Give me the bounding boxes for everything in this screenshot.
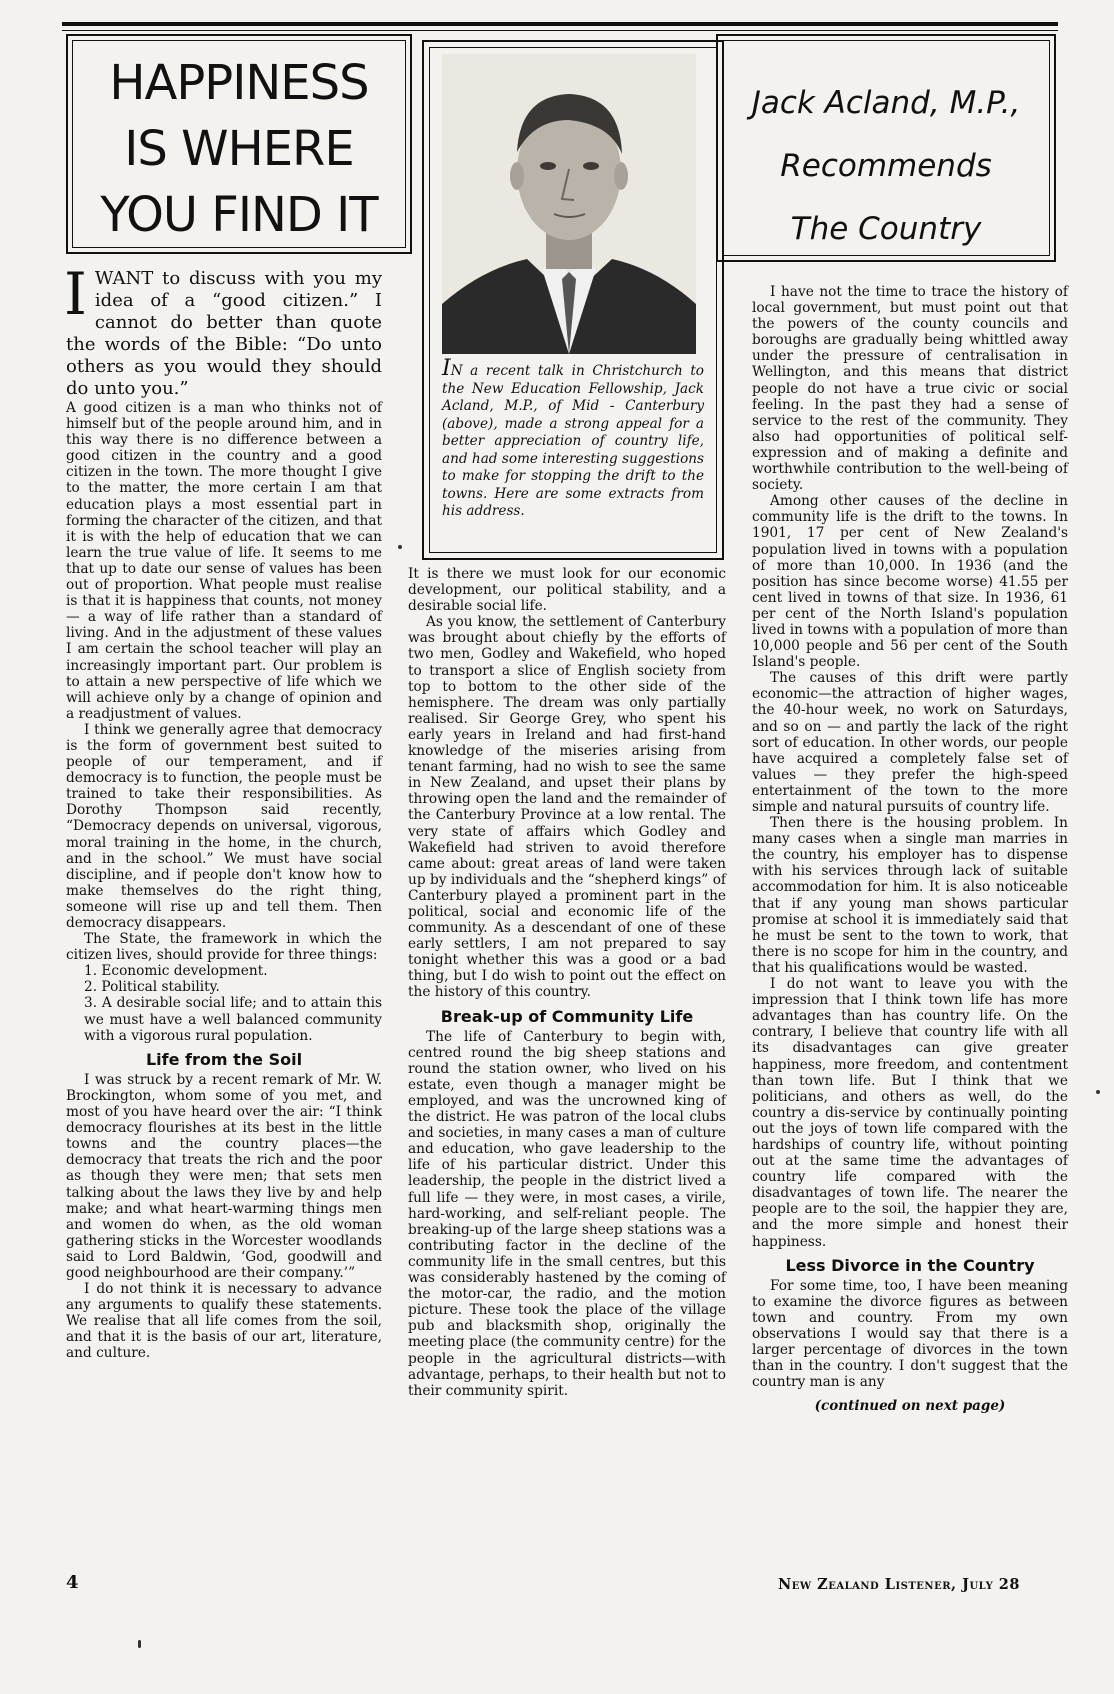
top-rule	[62, 22, 1058, 26]
paragraph: The State, the framework in which the citizen lives, should provide for three things:	[66, 931, 382, 964]
paragraph: I was struck by a recent remark of Mr. W. Brockington, whom some of you met, and most of you have heard over the air: “I think democracy flourishes at its best in the little towns and the country places—the democracy that treats the rich and the poor as though they were men; that sets men talking about the laws they live by and help make; and what heart-warming things men and women do when, as the old woman gathering sticks in the Worcester woodlands said to Lord Baldwin, ‘God, goodwill and good neighbourhood are their company.’”	[66, 1071, 382, 1281]
paragraph: I think we generally agree that democracy is the form of government best suited to people of our temperament, and if democracy is to function, the people must be trained to take their responsibilities. As Dorothy Thompson said recently, “Democracy depends on universal, vigorous, moral training in the home, in the church, and in the school.” We must have social discipline, and if people don't know how to make themselves do the right thing, someone will rise up and tell them. Then democracy disappears.	[66, 721, 382, 931]
list-item: 1. Economic development.	[84, 963, 268, 980]
paragraph: It is there we must look for our economic development, our political stability, and a desirable social life.	[408, 566, 726, 615]
paragraph: I do not think it is necessary to advance any arguments to qualify these statements. We realise that all life comes from the soil, and that it is the basis of our art, literature, and culture.	[66, 1281, 382, 1362]
subtitle-box	[716, 34, 1056, 262]
paragraph: Then there is the housing problem. In many cases when a single man marries in the country, his employer has to dispense with his services through lack of suitable accommodation for him. It is also noticeable that if any young man shows particular promise at school it is immediately said that he must be sent to the town to work, that there is no scope for him in the country, and that his qualifications would be wasted.	[752, 815, 1068, 976]
paragraph: I do not want to leave you with the impression that I think town life has more advantages than has country life. On the contrary, I believe that country life with all its disadvantages can give greater happiness, more freedom, and contentment than town life. But I think that we politicians, and others as well, do the country a dis-service by continually pointing out the joys of town life compared with the hardships of country life, without pointing out at the same time the advantages of country life compared with the disadvantages of town life. The nearer the people are to the soil, the happier they are, and the more simple and honest their happiness.	[752, 976, 1068, 1250]
paragraph: Among other causes of the decline in community life is the drift to the towns. In 1901, 17 per cent of New Zealand's population lived in towns with a population of more than 10,000. In 1936 (and the position has since become worse) 41.55 per cent lived in towns of that size. In 1936, 61 per cent of the North Island's population lived in towns with a population of more than 10,000 people and 56 per cent of the South Island's people.	[752, 493, 1068, 671]
subtitle	[718, 72, 1054, 261]
list-item: 2. Political stability.	[84, 979, 220, 996]
photo-caption	[442, 356, 704, 521]
page-number: 4	[66, 1572, 79, 1593]
list-item: 3. A desirable social life; and to attain this we must have a well balanced community with a vigorous rural population.	[84, 995, 382, 1044]
headline-line-1: HAPPINESS	[109, 55, 369, 111]
article-column-1	[64, 260, 382, 1362]
headline-line-2: IS WHERE	[124, 121, 354, 177]
caption-text: N a recent talk in Christchurch to the New Education Fellowship, Jack Acland, M.P., of Mid - Canterbury (above), made a strong appeal for a better appreciation of country life, and had some interesting suggestions to make for stopping the drift to the towns. Here are some extracts from his address.	[442, 363, 704, 519]
lead-paragraph	[64, 260, 382, 400]
caption-initial: I	[442, 356, 451, 381]
print-speck	[1096, 1090, 1100, 1094]
article-column-3	[752, 284, 1068, 1414]
subheading: Less Divorce in the Country	[785, 1255, 1035, 1275]
paragraph: I have not the time to trace the history of local government, but must point out that the powers of the county councils and boroughs are gradually being whittled away under the pressure of centralisation in Wellington, and this means that district people do not have a true civic or social feeling. In the past they had a sense of service to the rest of the community. They also had opportunities of political self-expression and of making a definite and worthwhile contribution to the well-being of society.	[752, 284, 1068, 494]
publication-footer: New Zealand Listener, July 28	[778, 1576, 1020, 1593]
three-things-list	[66, 963, 382, 1043]
print-speck	[398, 545, 402, 549]
paragraph: The life of Canterbury to begin with, centred round the big sheep stations and round the station owner, who lived on his estate, even though a manager might be employed, and was the uncrowned king of the district. He was patron of the local clubs and societies, in many cases a man of culture and education, who gave leadership to the life of his particular district. Under this leadership, the people in the district lived a full life — they were, in most cases, a virile, hard-working, and self-reliant people. The breaking-up of the large sheep stations was a contributing factor in the decline of the community life in the small centres, but this was considerably hastened by the coming of the motor-car, the radio, and the motion picture. These took the place of the village pub and blacksmith shop, originally the meeting place (the community centre) for the people in the agricultural districts—with advantage, perhaps, to their health but not to their community spirit.	[408, 1028, 726, 1399]
headline-box	[66, 34, 412, 254]
portrait-photo-icon	[442, 54, 696, 354]
subtitle-line-3: The Country	[790, 211, 982, 247]
headline-line-3: YOU FIND IT	[100, 187, 378, 243]
subtitle-line-1: Jack Acland, M.P.,	[751, 85, 1021, 121]
photo-box	[422, 40, 724, 560]
subtitle-line-2: Recommends	[780, 148, 992, 184]
paragraph: For some time, too, I have been meaning to examine the divorce figures as between town and country. From my own observations I would say that there is a larger percentage of divorces in the town than in the country. I don't suggest that the country man is any	[752, 1277, 1068, 1391]
print-speck	[138, 1640, 141, 1648]
portrait-photo	[442, 54, 696, 354]
subheading: Break-up of Community Life	[440, 1006, 694, 1026]
lead-text: WANT to discuss with you my idea of a “good citizen.” I cannot do better than quote the words of the Bible: “Do unto others as you would they should do unto you.”	[66, 268, 382, 399]
top-rule-thin	[62, 30, 1058, 31]
article-column-2	[408, 566, 726, 1399]
subheading: Life from the Soil	[145, 1049, 303, 1069]
continued-note: (continued on next page)	[814, 1398, 1006, 1415]
paragraph: The causes of this drift were partly economic—the attraction of higher wages, the 40-hour week, no work on Saturdays, and so on — and partly the lack of the right sort of education. In other words, our people have acquired a completely false set of values — they prefer the high-speed entertainment of the town to the more simple and natural pursuits of country life.	[752, 670, 1068, 815]
drop-cap: I	[64, 260, 87, 328]
paragraph: A good citizen is a man who thinks not of himself but of the people around him, and in this way there is no difference between a good citizen in the country and a good citizen in the town. The more thought I give to the matter, the more certain I am that education plays a most essential part in forming the character of the citizen, and that it is with the help of education that we can learn the true value of life. It seems to me that up to date our sense of values has been out of proportion. What people must realise is that it is happiness that counts, not money — a way of life rather than a standard of living. And in the adjustment of these values I am certain the school teacher will play an increasingly important part. Our problem is to attain a new perspective of life which we will achieve only by a change of opinion and a readjustment of values.	[66, 400, 382, 722]
paragraph: As you know, the settlement of Canterbury was brought about chiefly by the efforts of two men, Godley and Wakefield, who hoped to transport a slice of English society from top to bottom to the other side of the hemisphere. The dream was only partially realised. Sir George Grey, who spent his early years in Ireland and had first-hand knowledge of the miseries arising from tenant farming, had no wish to see the same in New Zealand, and upset their plans by throwing open the land and the remainder of the Canterbury Province at a low rental. The very state of affairs which Godley and Wakefield had striven to avoid therefore came about: great areas of land were taken up by individuals and the “shepherd kings” of Canterbury played a prominent part in the political, social and economic life of the community. As a descendant of one of these early settlers, I am not prepared to say tonight whether this was a good or a bad thing, but I do wish to point out the effect on the history of this country.	[408, 614, 726, 1001]
headline	[68, 50, 410, 248]
